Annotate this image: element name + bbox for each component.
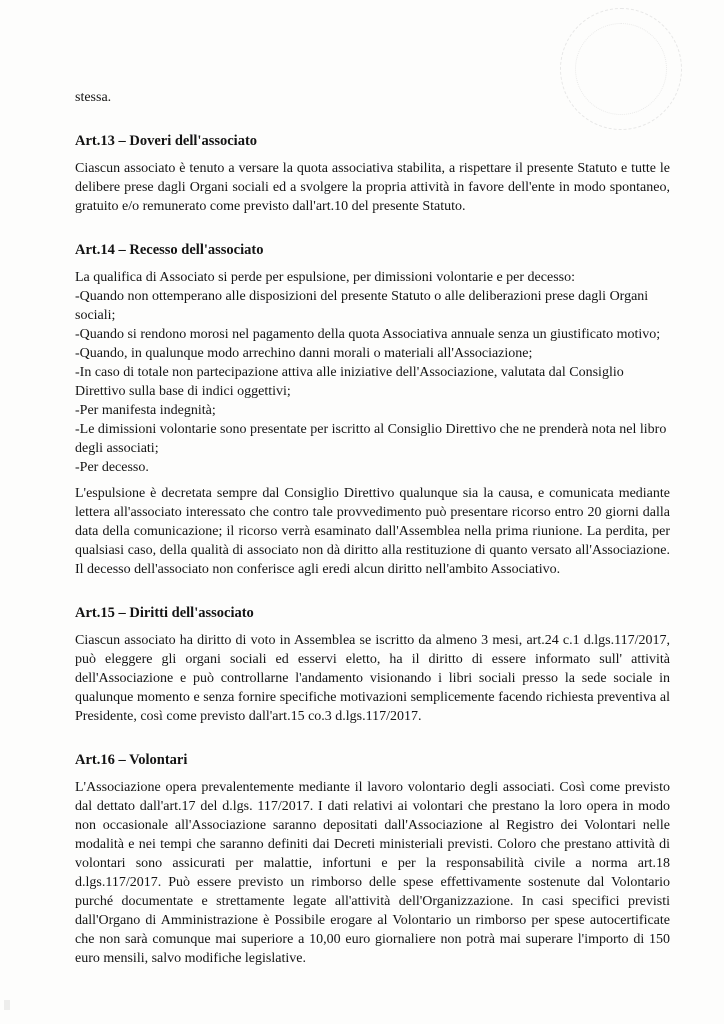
list-item: -Per manifesta indegnità;	[75, 403, 216, 418]
art13-heading: Art.13 – Doveri dell'associato	[75, 133, 258, 149]
list-item: -Per decesso.	[75, 460, 149, 475]
list-item: -Le dimissioni volontarie sono presentate per iscritto al Consiglio Direttivo che ne prenderà nota nel libro degli associati;	[75, 422, 667, 456]
art14-closing: L'espulsione è decretata sempre dal Consiglio Direttivo qualunque sia la causa, e comunicata mediante lettera all'associato interessato che contro tale provvedimento può presentare ricorso entro 20 giorni dalla data della comunicazione; il ricorso verrà esaminato dall'Assemblea nella prima riunione. La perdita, per qualsiasi caso, della qualità di associato non dà diritto alla restituzione di quanto versato all'Associazione. Il decesso dell'associato non conferisce agli eredi alcun diritto nell'ambito Associativo.	[75, 486, 670, 577]
section-art13	[75, 132, 670, 216]
section-art15	[75, 604, 670, 726]
art15-body: Ciascun associato ha diritto di voto in Assemblea se iscritto da almeno 3 mesi, art.24 c.1 d.lgs.117/2017, può eleggere gli organi sociali ed esservi eletto, ha il diritto di essere informato sull' attività dell'Associazione e può controllarne l'andamento visionando i libri sociali presso la sede sociale in qualunque momento e senza fornire specifiche motivazioni semplicemente facendo richiesta preventiva al Presidente, così come previsto dall'art.15 co.3 d.lgs.117/2017.	[75, 633, 670, 724]
document-content	[75, 88, 670, 968]
art14-list	[75, 287, 670, 477]
art16-body: L'Associazione opera prevalentemente mediante il lavoro volontario degli associati. Così come previsto dal dettato dall'art.17 del d.lgs. 117/2017. I dati relativi ai volontari che prestano la loro opera in modo non occasionale all'Associazione saranno depositati dall'Associazione al Registro dei Volontari nelle modalità e nei tempi che saranno definiti dai Decreti ministeriali previsti. Coloro che prestano attività di volontari sono assicurati per malattie, infortuni e per la responsabilità civile a norma art.18 d.lgs.117/2017. Può essere previsto un rimborso delle spese effettivamente sostenute dal Volontario purché documentate e strettamente legate all'attività dell'Organizzazione. In casi specifici previsti dall'Organo di Amministrazione è Possibile erogare al Volontario un rimborso per spese autocertificate che non sarà comunque mai superiore a 10,00 euro giornaliere non potrà mai superare l'importo di 150 euro mensili, salvo modifiche legislative.	[75, 780, 670, 966]
list-item: -Quando si rendono morosi nel pagamento della quota Associativa annuale senza un giustificato motivo;	[75, 327, 661, 342]
section-art16	[75, 751, 670, 968]
art14-intro: La qualifica di Associato si perde per espulsione, per dimissioni volontarie e per decesso:	[75, 270, 575, 285]
art16-heading: Art.16 – Volontari	[75, 752, 188, 768]
lead-text: stessa.	[75, 90, 112, 105]
list-item: -Quando non ottemperano alle disposizioni del presente Statuto o alle deliberazioni prese dagli Organi sociali;	[75, 289, 649, 323]
list-item: -Quando, in qualunque modo arrechino danni morali o materiali all'Associazione;	[75, 346, 533, 361]
list-item: -In caso di totale non partecipazione attiva alle iniziative dell'Associazione, valutata dal Consiglio Direttivo sulla base di indici oggettivi;	[75, 365, 624, 399]
scan-edge-mark	[4, 1000, 10, 1010]
art13-body: Ciascun associato è tenuto a versare la quota associativa stabilita, a rispettare il presente Statuto e tutte le delibere prese dagli Organi sociali ed a svolgere la propria attività in favore dell'ente in modo spontaneo, gratuito e/o remunerato come previsto dall'art.10 del presente Statuto.	[75, 161, 670, 214]
art15-heading: Art.15 – Diritti dell'associato	[75, 605, 254, 621]
section-art14	[75, 241, 670, 579]
art14-heading: Art.14 – Recesso dell'associato	[75, 242, 264, 258]
